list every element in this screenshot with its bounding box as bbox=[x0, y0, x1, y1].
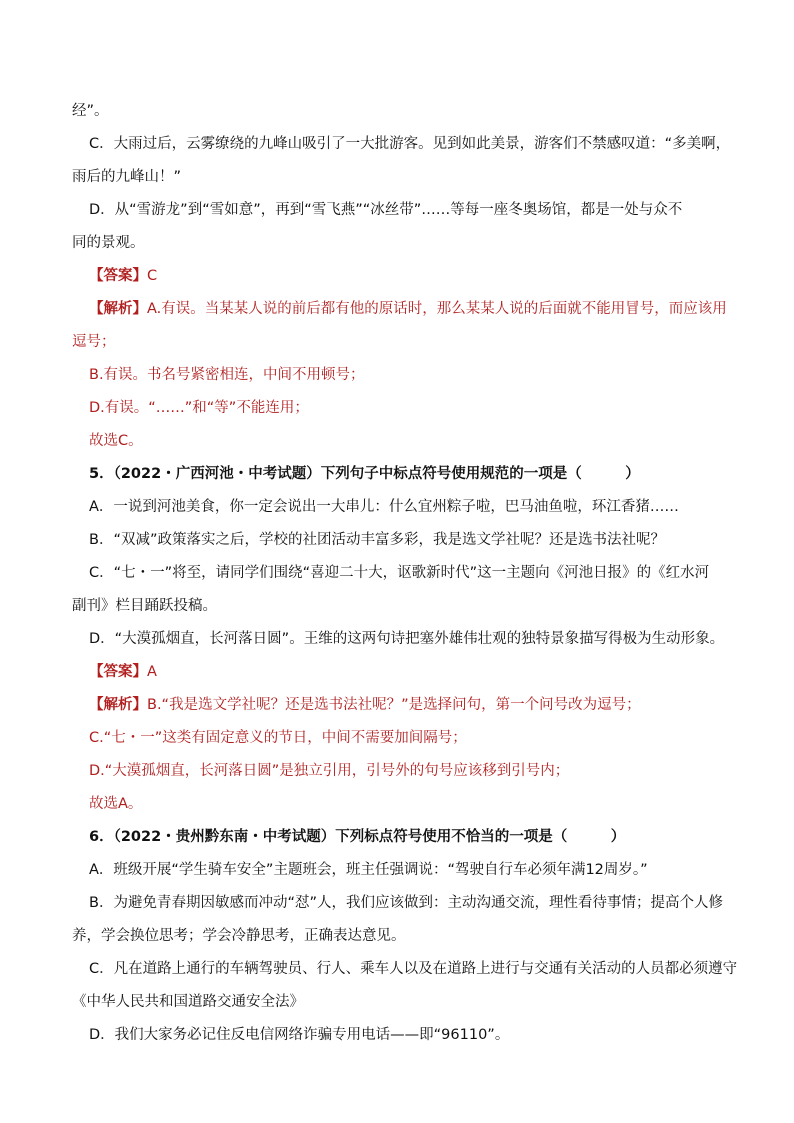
text-line: 经”。 bbox=[72, 103, 109, 119]
question-5: 5．（2022・广西河池・中考试题）下列句子中标点符号使用规范的一项是（ ） bbox=[89, 466, 640, 482]
option-c: C．“七・一”将至，请同学们围绕“喜迎二十大，讴歌新时代”这一主题向《河池日报》的《红水河 bbox=[89, 565, 710, 581]
answer-tag: 【答案】 bbox=[89, 664, 147, 680]
analysis-text: D.“大漠孤烟直，长河落日圆”是独立引用，引号外的句号应该移到引号内； bbox=[89, 763, 570, 779]
option-b: B．“双减”政策落实之后，学校的社团活动丰富多彩，我是选文学社呢？还是选书法社呢？ bbox=[89, 532, 665, 548]
text-line: 养，学会换位思考；学会冷静思考，正确表达意见。 bbox=[72, 928, 406, 944]
analysis-text: 逗号； bbox=[72, 334, 116, 350]
analysis-text: 故选A。 bbox=[89, 796, 143, 812]
text-line: 《中华人民共和国道路交通安全法》 bbox=[72, 994, 304, 1010]
option-d: D．从“雪游龙”到“雪如意”，再到“雪飞燕”“冰丝带”……等每一座冬奥场馆，都是一处与众不 bbox=[89, 202, 683, 218]
answer-line bbox=[89, 266, 157, 286]
analysis-line bbox=[89, 299, 727, 319]
answer-line bbox=[89, 662, 157, 682]
text-line: 同的景观。 bbox=[72, 235, 145, 251]
option-b: B．为避免青春期因敏感而冲动“怼”人，我们应该做到：主动沟通交流，理性看待事情；提高个人修 bbox=[89, 895, 723, 911]
analysis-text: B.有误。书名号紧密相连，中间不用顿号； bbox=[89, 367, 365, 383]
analysis-text: A.有误。当某某人说的前后都有他的原话时，那么某某人说的后面就不能用冒号，而应该用 bbox=[147, 301, 727, 317]
analysis-tag: 【解析】 bbox=[89, 697, 147, 713]
answer-value: C bbox=[147, 268, 158, 284]
analysis-line bbox=[89, 695, 641, 715]
option-c: C．凡在道路上通行的车辆驾驶员、行人、乘车人以及在道路上进行与交通有关活动的人员都必须遵守 bbox=[89, 961, 738, 977]
analysis-tag: 【解析】 bbox=[89, 301, 147, 317]
option-a: A．班级开展“学生骑车安全”主题班会，班主任强调说：“驾驶自行车必须年满12周岁。” bbox=[89, 862, 648, 878]
answer-tag: 【答案】 bbox=[89, 268, 147, 284]
text-line: 副刊》栏目踊跃投稿。 bbox=[72, 598, 217, 614]
option-c: C．大雨过后，云雾缭绕的九峰山吸引了一大批游客。见到如此美景，游客们不禁感叹道：“多美啊， bbox=[89, 136, 731, 152]
option-a: A．一说到河池美食，你一定会说出一大串儿：什么宜州粽子啦，巴马油鱼啦，环江香猪…… bbox=[89, 499, 679, 515]
option-d: D．我们大家务必记住反电信网络诈骗专用电话——即“96110”。 bbox=[89, 1027, 510, 1043]
text-line: 雨后的九峰山！” bbox=[72, 169, 182, 185]
answer-value: A bbox=[147, 664, 157, 680]
analysis-text: 故选C。 bbox=[89, 433, 143, 449]
option-d: D．“大漠孤烟直，长河落日圆”。王维的这两句诗把塞外雄伟壮观的独特景象描写得极为生动形象。 bbox=[89, 631, 725, 647]
analysis-text: D.有误。“……”和“等”不能连用； bbox=[89, 400, 309, 416]
analysis-text: B.“我是选文学社呢？还是选书法社呢？”是选择问句，第一个问号改为逗号； bbox=[147, 697, 641, 713]
question-6: 6．（2022・贵州黔东南・中考试题）下列标点符号使用不恰当的一项是（ ） bbox=[89, 829, 626, 845]
analysis-text: C.“七・一”这类有固定意义的节日，中间不需要加间隔号； bbox=[89, 730, 467, 746]
